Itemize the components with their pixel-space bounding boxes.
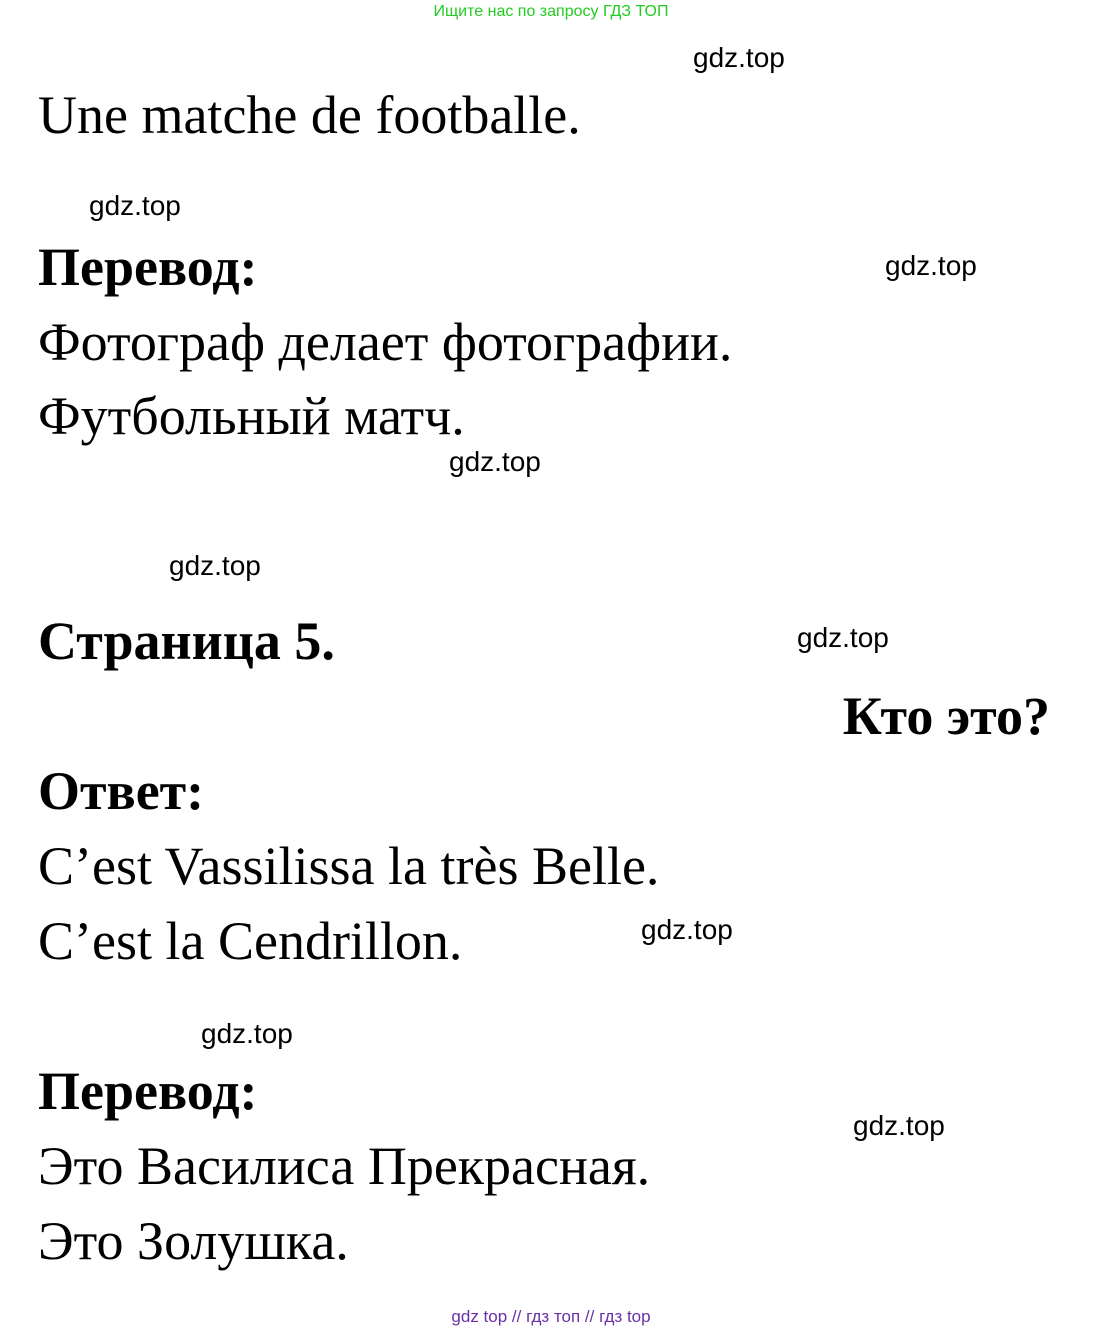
translation-heading-2: Перевод: [38,1061,258,1121]
answer-heading: Ответ: [38,761,205,821]
watermark: gdz.top [169,550,261,581]
watermark: gdz.top [201,1018,293,1049]
watermark: gdz.top [797,622,889,653]
translation-heading-1: Перевод: [38,237,258,297]
translation-1-line-2: Футбольный матч. [38,386,465,446]
watermark: gdz.top [853,1110,945,1141]
watermark: gdz.top [89,190,181,221]
watermark: gdz.top [693,42,785,73]
watermark: gdz.top [885,250,977,281]
answer-line-2: C’est la Cendrillon. [38,911,463,971]
footer-text: gdz top // гдз топ // гдз top [451,1307,651,1326]
translation-1-line-1: Фотограф делает фотографии. [38,312,733,372]
translation-2-line-2: Это Золушка. [38,1211,349,1271]
watermark: gdz.top [641,914,733,945]
answer-line-1: C’est Vassilissa la très Belle. [38,836,660,896]
question-heading: Кто это? [842,686,1050,746]
french-line-football: Une matche de footballe. [38,85,581,145]
translation-2-line-1: Это Василиса Прекрасная. [38,1136,651,1196]
top-banner-text: Ищите нас по запросу ГДЗ ТОП [433,3,669,20]
page-heading: Страница 5. [38,611,335,671]
watermark: gdz.top [449,446,541,477]
